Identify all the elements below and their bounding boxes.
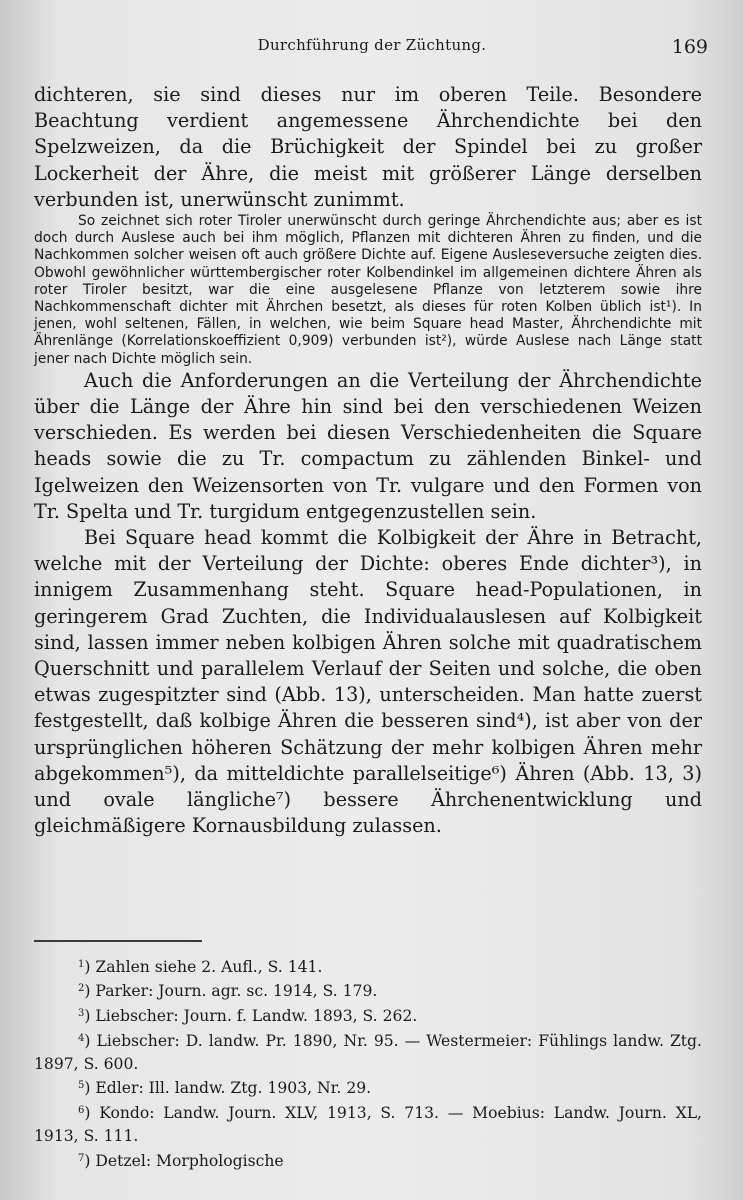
footnote-mark: 5 bbox=[78, 1080, 85, 1092]
footnote-text: Parker: Journ. agr. sc. 1914, S. 179. bbox=[95, 982, 378, 1001]
footnote: $^2$) Parker: Journ. agr. sc. 1914, S. 179. bbox=[78, 982, 378, 1001]
footnote-mark: 6 bbox=[78, 1105, 85, 1117]
footnote-text: Liebscher: D. landw. Pr. 1890, Nr. 95. — Westermeier: Fühlings landw. Ztg. 1897, S. 600. bbox=[34, 1031, 702, 1073]
footnote: $^5$) Edler: Ill. landw. Ztg. 1903, Nr. 29. bbox=[78, 1079, 372, 1098]
footnote: $^3$) Liebscher: Journ. f. Landw. 1893, S. 262. bbox=[78, 1007, 418, 1026]
footnote-text: Kondo: Landw. Journ. XLV, 1913, S. 713. — Moebius: Landw. Journ. XL, 1913, S. 111. bbox=[34, 1104, 703, 1146]
footnote: $^1$) Zahlen siehe 2. Aufl., S. 141. bbox=[78, 957, 323, 976]
footnote-text: Edler: Ill. landw. Ztg. 1903, Nr. 29. bbox=[95, 1079, 372, 1098]
footnote-mark: 2 bbox=[78, 983, 85, 995]
footnotes bbox=[34, 940, 702, 1173]
footnote-text: Zahlen siehe 2. Aufl., S. 141. bbox=[95, 957, 323, 976]
paragraph-ahrchendichte: Auch die Anforderungen an die Verteilung der Ährchendichte über die Länge der Ähre hin sind bei den verschiedenen Weizen verschieden. Es werden bei diesen Verschiedenheiten die Square heads sowie die zu Tr. compactum zu zählenden Binkel- und Igelweizen den Weizensorten von Tr. vulgare und den Formen von Tr. Spelta und Tr. turgidum entgegenzustellen sein. bbox=[34, 368, 702, 523]
footnote-mark: 1 bbox=[78, 958, 85, 970]
footnote-mark: 3 bbox=[78, 1008, 85, 1020]
footnote: $^4$) Liebscher: D. landw. Pr. 1890, Nr. 95. — Westermeier: Fühlings landw. Ztg. 1897, S. 600. bbox=[34, 1031, 702, 1073]
footnote-rule bbox=[34, 940, 202, 942]
page-number: 169 bbox=[671, 36, 708, 58]
body-text bbox=[34, 82, 702, 840]
footnote-text: Detzel: Morphologische bbox=[95, 1151, 284, 1170]
paragraph-continuation: dichteren, sie sind dieses nur im oberen Teile. Besondere Beachtung verdient angemessene Ährchendichte bei den Spelzweizen, da die Brüchigkeit der Spindel bei zu großer Lockerheit der Ähre, die meist mit größerer Länge derselben verbunden ist, unerwünscht zunimmt. bbox=[34, 83, 702, 211]
running-title: Durchführung der Züchtung. bbox=[257, 36, 487, 54]
page-header bbox=[36, 32, 708, 62]
footnote: $^7$) Detzel: Morphologische bbox=[78, 1151, 284, 1170]
footnote-mark: 7 bbox=[78, 1152, 85, 1164]
footnote-text: Liebscher: Journ. f. Landw. 1893, S. 262. bbox=[95, 1007, 418, 1026]
footnote: $^6$) Kondo: Landw. Journ. XLV, 1913, S. 713. — Moebius: Landw. Journ. XL, 1913, S. 111. bbox=[34, 1104, 703, 1146]
paragraph-square-head: Bei Square head kommt die Kolbigkeit der Ähre in Betracht, welche mit der Verteilung der Dichte: oberes Ende dichter³), in innigem Zusammenhang steht. Square head-Populationen, in geringerem Grad Zuchten, die Individualauslesen auf Kolbigkeit sind, lassen immer neben kolbigen Ähren solche mit quadratischem Querschnitt und parallelem Verlauf der Seiten und solche, die oben etwas zugespitzter sind (Abb. 13), unterscheiden. Man hatte zuerst festgestellt, daß kolbige Ähren die besseren sind⁴), ist aber von der ursprünglichen höheren Schätzung der mehr kolbigen Ähren mehr abgekommen⁵), da mitteldichte parallelseitige⁶) Ähren (Abb. 13, 3) und ovale längliche⁷) bessere Ährchenentwicklung und gleichmäßigere Kornausbildung zulassen. bbox=[34, 526, 702, 838]
footnote-mark: 4 bbox=[78, 1032, 85, 1044]
small-print-note: So zeichnet sich roter Tiroler unerwünscht durch geringe Ährchendichte aus; aber es ist doch durch Auslese auch bei ihm möglich, Pflanzen mit dichteren Ähren zu finden, und die Nachkommen solcher weisen oft auch größere Dichte auf. Eigene Ausleseversuche zeigten dies. Obwohl gewöhnlicher württembergischer roter Kolbendinkel im allgemeinen dichtere Ähren als roter Tiroler besitzt, war die eine ausgelesene Pflanze von letzterem sowie ihre Nachkommenschaft dichter mit Ährchen besetzt, als dieses für roten Kolben üblich ist¹). In jenen, wohl seltenen, Fällen, in welchen, wie beim Square head Master, Ährchendichte mit Ährenlänge (Korrelationskoeffizient 0,909) verbunden ist²), würde Auslese nach Länge statt jener nach Dichte möglich sein. bbox=[34, 213, 702, 367]
